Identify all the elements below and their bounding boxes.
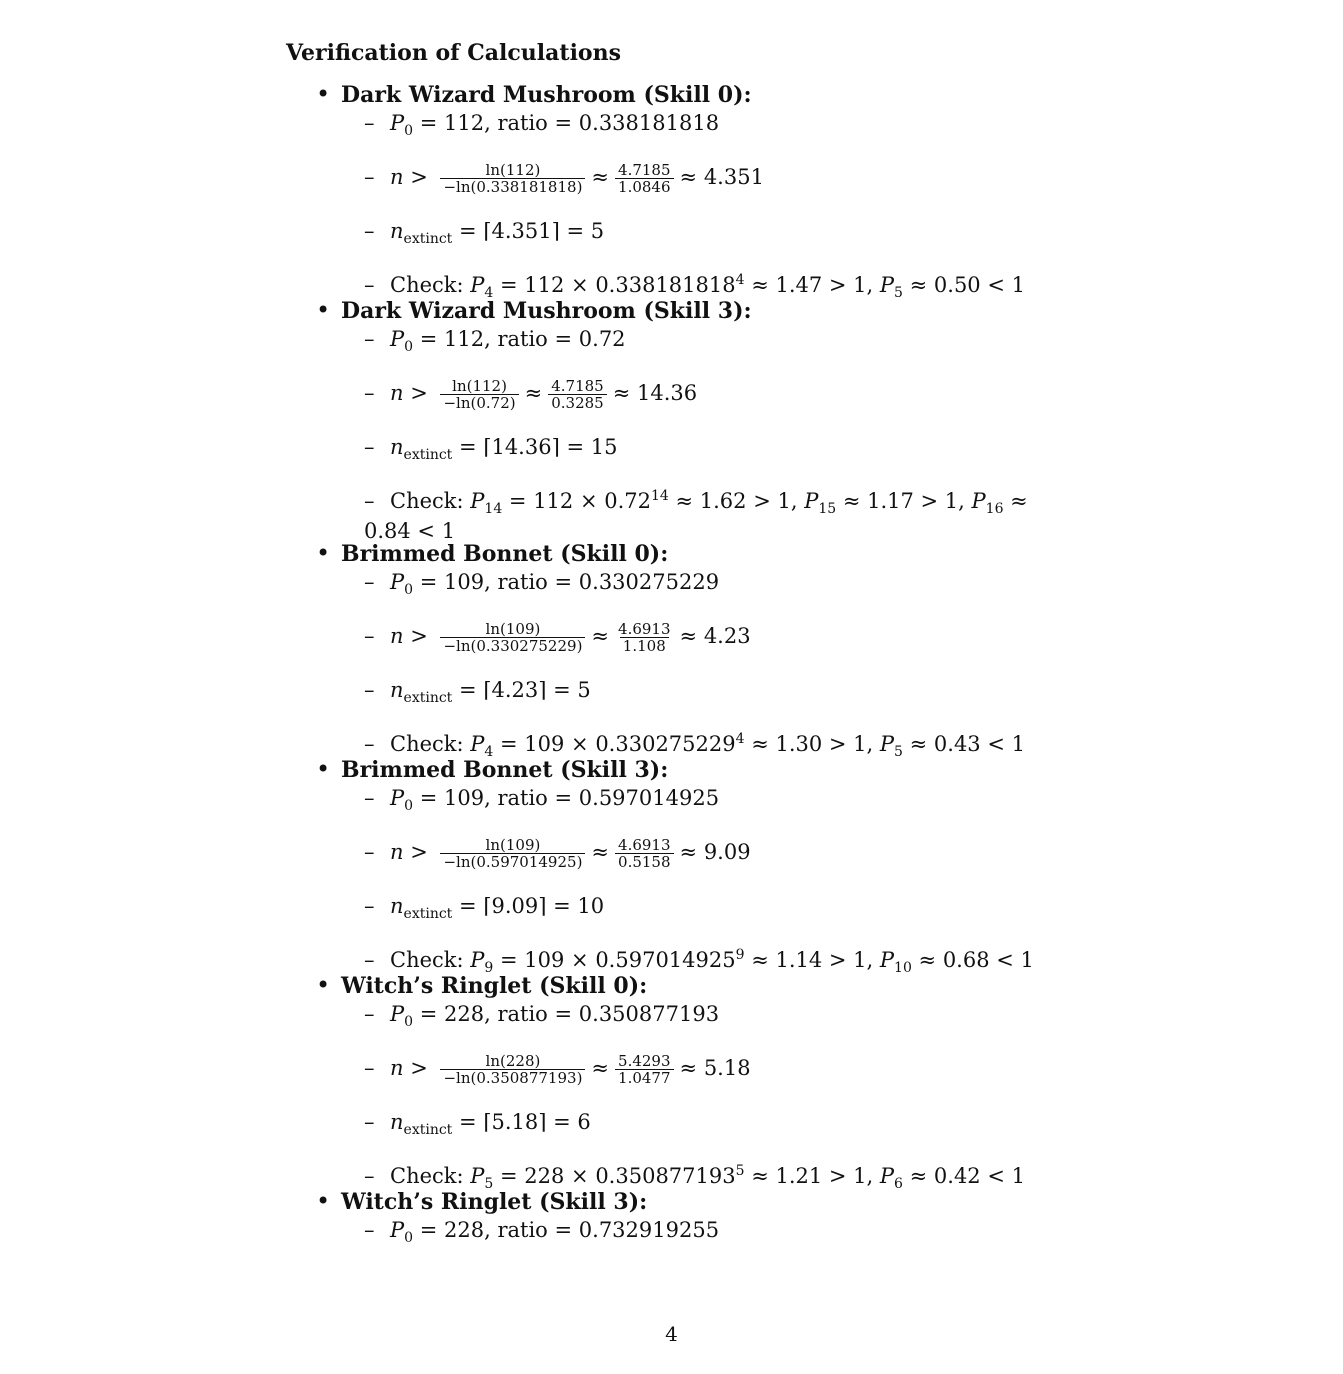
approx-fraction: $\frac{4.6913}{1.108}$ [618,620,671,655]
p0-line: – $P_0 = 109$, ratio = 0.597014925 [364,786,720,814]
entry-heading: Witch’s Ringlet (Skill 3): [341,1189,648,1215]
n-extinct-line: – $n_{extinct}$ = ⌈4.23⌉ = 5 [364,678,591,706]
check-line: – Check: $P_5 = 228 \times 0.350877193^5 \approx 1.21 > 1$, $P_6 \approx 0.42 < 1$ [364,1163,1025,1192]
log-fraction: $\frac{\ln(228)}{-\ln(0.350877193)}$ [440,1053,585,1086]
approx-fraction: $\frac{4.7185}{0.3285}$ [548,378,607,411]
log-fraction: $\frac{\ln(109)}{-\ln(0.330275229)}$ [440,621,585,654]
check-expression: $P_4 = 109 \times 0.330275229^4 \approx 1.30 > 1$, $P_5 \approx 0.43 < 1$ [470,731,1025,760]
n-extinct-line: – $n_{extinct}$ = ⌈5.18⌉ = 6 [364,1110,591,1138]
entry-heading: Witch’s Ringlet (Skill 0): [341,973,648,999]
log-fraction: $\frac{\ln(109)}{-\ln(0.597014925)}$ [440,837,585,870]
bullet: • [316,971,331,999]
bullet: • [316,296,331,324]
approx-fraction: $\frac{5.4293}{1.0477}$ [615,1053,674,1086]
n-extinct-line: – $n_{extinct}$ = ⌈4.351⌉ = 5 [364,219,605,247]
p0-line: – $P_0 = 112$, ratio = 0.72 [364,327,626,355]
bullet: • [316,1187,331,1215]
check-expression: $P_4 = 112 \times 0.338181818^4 \approx 1.47 > 1$, $P_5 \approx 0.50 < 1$ [470,272,1025,301]
check-expression: $P_5 = 228 \times 0.350877193^5 \approx 1.21 > 1$, $P_6 \approx 0.42 < 1$ [470,1163,1025,1192]
entry-heading: Brimmed Bonnet (Skill 3): [341,757,669,783]
check-line: – Check: $P_9 = 109 \times 0.597014925^9 \approx 1.14 > 1$, $P_{10} \approx 0.68 < 1$ [364,947,1034,976]
n-inequality-line: – n > $\frac{\ln(109)}{-\ln(0.330275229)}$ ≈ $\frac{4.6913}{1.108}$ ≈ 4.23 [364,620,751,655]
check-expression: $P_{14} = 112 \times 0.72^{14} \approx 1.62 > 1$, $P_{15} \approx 1.17 > 1$, $P_{16} \approx 0.84 < 1$ [364,488,1028,543]
entry-heading: Brimmed Bonnet (Skill 0): [341,541,669,567]
check-line: – Check: $P_{14} = 112 \times 0.72^{14} \approx 1.62 > 1$, $P_{15} \approx 1.17 > 1$, $P_{16} \approx 0.84 < 1$ [364,488,1028,543]
approx-fraction: $\frac{4.6913}{0.5158}$ [615,837,674,870]
p0-line: – $P_0 = 228$, ratio = 0.350877193 [364,1002,720,1030]
n-extinct-line: – $n_{extinct}$ = ⌈9.09⌉ = 10 [364,894,605,922]
section-title: Verification of Calculations [286,40,621,66]
approx-fraction: $\frac{4.7185}{1.0846}$ [615,162,674,195]
bullet: • [316,539,331,567]
n-extinct-line: – $n_{extinct}$ = ⌈14.36⌉ = 15 [364,435,618,463]
entry-heading: Dark Wizard Mushroom (Skill 3): [341,298,752,324]
n-inequality-line: – n > $\frac{\ln(228)}{-\ln(0.350877193)}$ ≈ $\frac{5.4293}{1.0477}$ ≈ 5.18 [364,1052,751,1087]
p0-line: – $P_0 = 112$, ratio = 0.338181818 [364,111,720,139]
check-line: – Check: $P_4 = 109 \times 0.330275229^4 \approx 1.30 > 1$, $P_5 \approx 0.43 < 1$ [364,731,1025,760]
n-inequality-line: – n > $\frac{\ln(112)}{-\ln(0.338181818)}$ ≈ $\frac{4.7185}{1.0846}$ ≈ 4.351 [364,161,764,196]
entry-heading: Dark Wizard Mushroom (Skill 0): [341,82,752,108]
log-fraction: $\frac{\ln(112)}{-\ln(0.338181818)}$ [440,162,585,195]
page-number: 4 [665,1322,678,1346]
bullet: • [316,80,331,108]
n-inequality-line: – n > $\frac{\ln(112)}{-\ln(0.72)}$ ≈ $\frac{4.7185}{0.3285}$ ≈ 14.36 [364,377,698,412]
p0-line: – $P_0 = 228$, ratio = 0.732919255 [364,1218,720,1246]
check-expression: $P_9 = 109 \times 0.597014925^9 \approx 1.14 > 1$, $P_{10} \approx 0.68 < 1$ [470,947,1034,976]
check-line: – Check: $P_4 = 112 \times 0.338181818^4 \approx 1.47 > 1$, $P_5 \approx 0.50 < 1$ [364,272,1025,301]
log-fraction: $\frac{\ln(112)}{-\ln(0.72)}$ [440,378,518,411]
bullet: • [316,755,331,783]
p0-line: – $P_0 = 109$, ratio = 0.330275229 [364,570,720,598]
n-inequality-line: – n > $\frac{\ln(109)}{-\ln(0.597014925)}$ ≈ $\frac{4.6913}{0.5158}$ ≈ 9.09 [364,836,751,871]
